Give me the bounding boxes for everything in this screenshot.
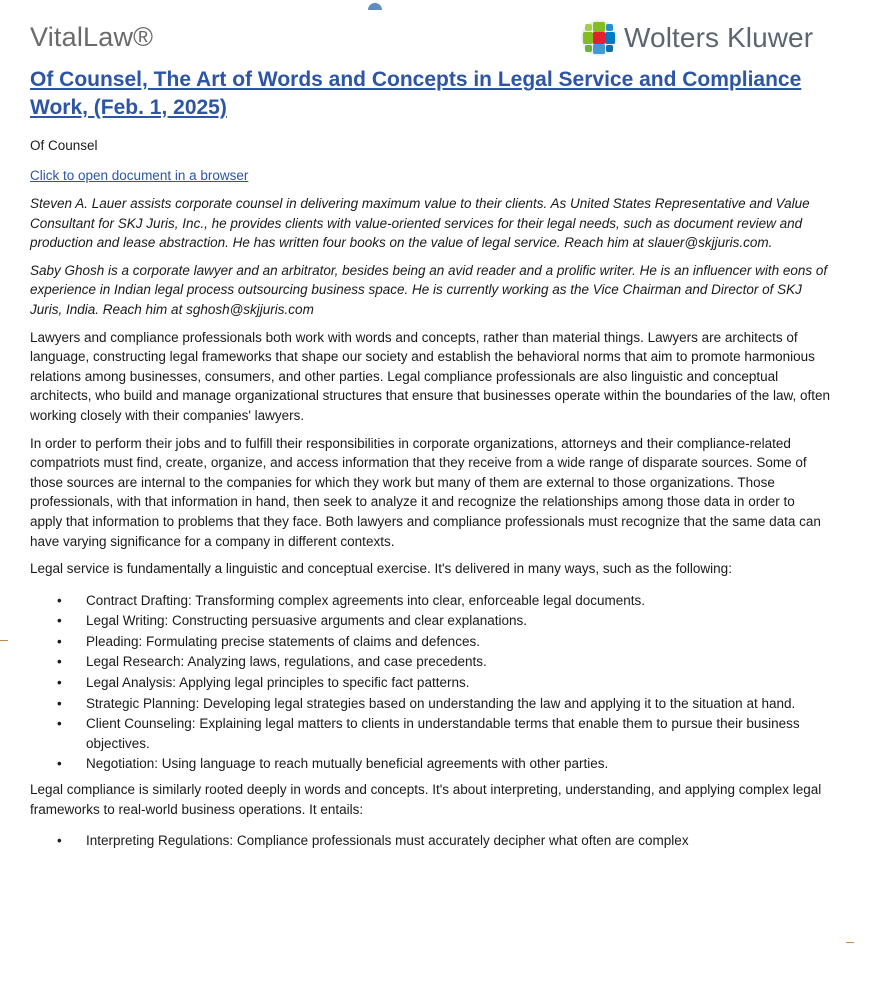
list-item: • Pleading: Formulating precise statements of claims and defences. bbox=[30, 632, 830, 652]
paragraph-information: In order to perform their jobs and to fulfill their responsibilities in corporate organizations, attorneys and their compliance-related compatriots must find, create, organize, and access information that they receive from a wide range of disparate sources. Some of those sources are internal to the companies for which they work but many of them are external to those organizations. Those professionals, with that information in hand, then seek to analyze it and recognize the relationships among those data in order to apply that information to problems that they face. Both lawyers and compliance professionals must recognize that the same data can have varying significance for a company in different contexts. bbox=[30, 435, 821, 549]
author-bio-lauer: Steven A. Lauer assists corporate counsel in delivering maximum value to their clients. As United States Representative and Value Consultant for SKJ Juris, Inc., he provides clients with value-oriented services for their legal needs, such as document review and production and lease abstraction. He has written four books on the value of legal service. Reach him at slauer@skjjuris.com. bbox=[30, 196, 810, 251]
legal-service-list bbox=[30, 591, 830, 774]
paragraph-intro: Lawyers and compliance professionals both work with words and concepts, rather than material things. Lawyers are architects of language, constructing legal frameworks that shape our society and establish the behavioral norms that aim to promote harmonious relations among businesses, consumers, and other parties. Legal compliance professionals are also linguistic and conceptual architects, who build and manage organizational structures that ensure that businesses operate within the boundaries of the law, often working closely with their companies' lawyers. bbox=[30, 329, 830, 423]
wolters-kluwer-logo-icon bbox=[580, 19, 618, 57]
bullet-icon: • bbox=[57, 592, 62, 608]
list-item: • Interpreting Regulations: Compliance professionals must accurately decipher what often are complex bbox=[30, 831, 830, 851]
list-item: • Legal Analysis: Applying legal principles to specific fact patterns. bbox=[30, 673, 830, 693]
bullet-icon: • bbox=[57, 675, 62, 691]
article-body bbox=[30, 194, 830, 857]
open-in-browser-link[interactable]: Click to open document in a browser bbox=[30, 168, 249, 183]
bullet-icon: • bbox=[57, 833, 62, 849]
document-title-link[interactable]: Of Counsel, The Art of Words and Concepts in Legal Service and Compliance Work, (Feb. 1, 2025) bbox=[30, 68, 802, 119]
list-item: • Contract Drafting: Transforming complex agreements into clear, enforceable legal documents. bbox=[30, 591, 830, 611]
list-item: • Legal Writing: Constructing persuasive arguments and clear explanations. bbox=[30, 611, 830, 631]
list-item: • Strategic Planning: Developing legal strategies based on understanding the law and applying it to the situation at hand. bbox=[30, 694, 830, 714]
list-item: • Client Counseling: Explaining legal matters to clients in understandable terms that enable them to pursue their business objectives. bbox=[57, 716, 800, 751]
list-item: • Legal Research: Analyzing laws, regulations, and case precedents. bbox=[30, 652, 830, 672]
bullet-icon: • bbox=[57, 695, 62, 711]
author-bio-ghosh: Saby Ghosh is a corporate lawyer and an arbitrator, besides being an avid reader and a prolific writer. He is an influencer with eons of experience in Indian legal process outsourcing business space. He is currently working as the Vice Chairman and Director of SKJ Juris, India. Reach him at sghosh@skjjuris.com bbox=[30, 262, 828, 317]
bullet-icon: • bbox=[57, 654, 62, 670]
page-marker-icon bbox=[368, 3, 382, 10]
bullet-icon: • bbox=[57, 613, 62, 629]
paragraph-legal-service: Legal service is fundamentally a linguistic and conceptual exercise. It's delivered in many ways, such as the following: bbox=[30, 561, 732, 577]
publisher-name: Wolters Kluwer bbox=[624, 22, 814, 53]
list-item: • Negotiation: Using language to reach mutually beneficial agreements with other parties. bbox=[30, 754, 830, 774]
paragraph-compliance: Legal compliance is similarly rooted deeply in words and concepts. It's about interpreting, understanding, and applying complex legal frameworks to real-world business operations. It entails: bbox=[30, 782, 822, 817]
source-label: Of Counsel bbox=[30, 138, 98, 153]
bullet-icon: • bbox=[57, 633, 62, 649]
margin-mark bbox=[846, 942, 854, 943]
compliance-list bbox=[30, 831, 830, 851]
bullet-icon: • bbox=[57, 756, 62, 772]
publisher-logo bbox=[580, 18, 813, 58]
vitallaw-brand: VitalLaw® bbox=[30, 22, 154, 52]
bullet-icon: • bbox=[57, 716, 62, 732]
margin-mark bbox=[0, 640, 8, 641]
